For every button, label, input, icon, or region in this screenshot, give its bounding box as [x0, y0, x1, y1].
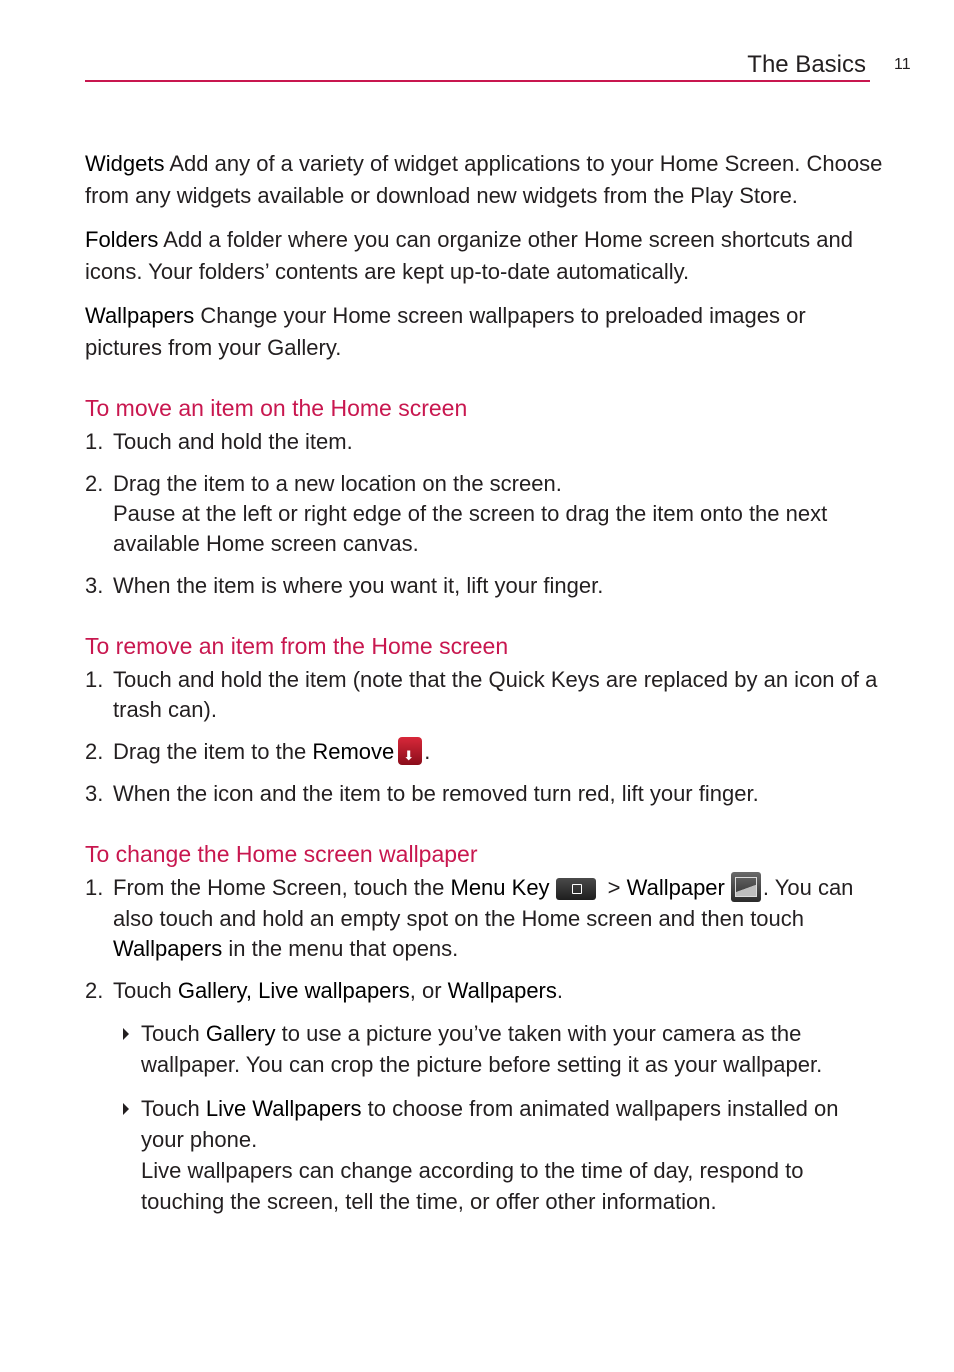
step-number: 1. [85, 875, 104, 901]
wallpapers-term: Wallpapers [85, 303, 195, 328]
bullet-note-text: Live wallpapers can change according to the time of day, respond to touching the screen, tell the time, or offer other information. [141, 1158, 804, 1215]
step-number: 2. [85, 739, 104, 764]
bullet-arrow-icon [113, 1018, 141, 1080]
wallpapers-text: Change your Home screen wallpapers to preloaded images or pictures from your Gallery. [85, 303, 806, 360]
move-steps [85, 427, 885, 601]
folders-paragraph [85, 224, 885, 287]
folders-term: Folders [85, 227, 159, 252]
gallery-live-term: Gallery, Live wallpapers [177, 978, 410, 1004]
wallpaper-term: Wallpaper [626, 875, 725, 901]
change-wallpaper-heading: To change the Home screen wallpaper [85, 841, 478, 868]
remove-term: Remove [312, 739, 395, 764]
step-separator: > [601, 875, 627, 901]
step-text: Touch and hold the item. [113, 429, 353, 454]
wallpapers-option-term: Wallpapers [447, 978, 557, 1004]
step-text: When the item is where you want it, lift your finger. [113, 573, 604, 598]
list-item [113, 1018, 885, 1080]
header-rule [85, 80, 870, 82]
bullet-text [141, 1093, 885, 1217]
step-number: 2. [85, 471, 104, 496]
step-note-text: Pause at the left or right edge of the screen to drag the item onto the next available Home screen canvas. [113, 501, 828, 556]
widgets-text: Add any of a variety of widget applications to your Home Screen. Choose from any widgets available or download new widgets from the Play Store. [85, 151, 883, 208]
wallpaper-options [113, 1018, 885, 1217]
wallpaper-steps [85, 873, 885, 1006]
section-title: The Basics [747, 51, 866, 78]
wallpapers-menu-term: Wallpapers [113, 936, 223, 962]
step-number: 3. [85, 573, 104, 598]
step-number: 1. [85, 667, 104, 692]
bullet-arrow-icon [113, 1093, 141, 1217]
list-item [85, 665, 885, 725]
step-text-post: . [424, 739, 431, 764]
step-text: Touch and hold the item (note that the Quick Keys are replaced by an icon of a trash can). [113, 667, 878, 722]
step-text-post: in the menu that opens. [222, 936, 459, 962]
list-item [85, 427, 885, 457]
step-text [113, 976, 885, 1006]
list-item [85, 976, 885, 1006]
menu-key-term: Menu Key [450, 875, 550, 901]
step-text-or: , or [409, 978, 448, 1004]
list-item [113, 1093, 885, 1217]
list-item [85, 873, 885, 964]
step-text-pre: Drag the item to the [113, 739, 313, 764]
list-item [85, 571, 885, 601]
step-text-mid: . You can also touch and hold an empty spot on the Home screen and then touch [113, 875, 854, 932]
step-text-pre: Touch [113, 978, 178, 1004]
bullet-main-text [141, 1093, 885, 1155]
wallpaper-icon [731, 872, 761, 902]
widgets-paragraph [85, 148, 885, 211]
gallery-term: Gallery [205, 1021, 276, 1047]
widgets-term: Widgets [85, 151, 165, 176]
remove-steps [85, 665, 885, 809]
wallpapers-paragraph [85, 300, 885, 363]
remove-item-heading: To remove an item from the Home screen [85, 633, 509, 659]
page-number: 11 [894, 56, 911, 73]
live-wallpapers-term: Live Wallpapers [205, 1096, 362, 1122]
bullet-text-body: to use a picture you’ve taken with your camera as the wallpaper. You can crop the picture before setting it as your wallpaper. [141, 1021, 823, 1078]
list-item [85, 779, 885, 809]
step-text: When the icon and the item to be removed turn red, lift your finger. [113, 781, 759, 807]
step-main-text: Drag the item to a new location on the screen. [113, 471, 562, 496]
step-text [113, 737, 885, 767]
list-item [85, 737, 885, 767]
page-content [85, 148, 885, 1230]
bullet-text-pre: Touch [141, 1021, 206, 1047]
step-text [113, 469, 885, 559]
trash-can-icon [398, 737, 422, 765]
bullet-text-pre: Touch [141, 1096, 206, 1122]
step-number: 1. [85, 429, 104, 454]
step-number: 3. [85, 781, 104, 807]
step-text [113, 873, 885, 964]
move-item-heading: To move an item on the Home screen [85, 395, 468, 421]
step-number: 2. [85, 978, 104, 1004]
list-item [85, 469, 885, 559]
bullet-text-body: to choose from animated wallpapers installed on your phone. [141, 1096, 839, 1153]
step-text-post: . [556, 978, 564, 1004]
bullet-text [141, 1018, 885, 1080]
step-text-pre: From the Home Screen, touch the [113, 875, 451, 901]
menu-key-icon [556, 878, 596, 900]
folders-text: Add a folder where you can organize other Home screen shortcuts and icons. Your folders’ contents are kept up-to-date automatically. [85, 227, 853, 284]
